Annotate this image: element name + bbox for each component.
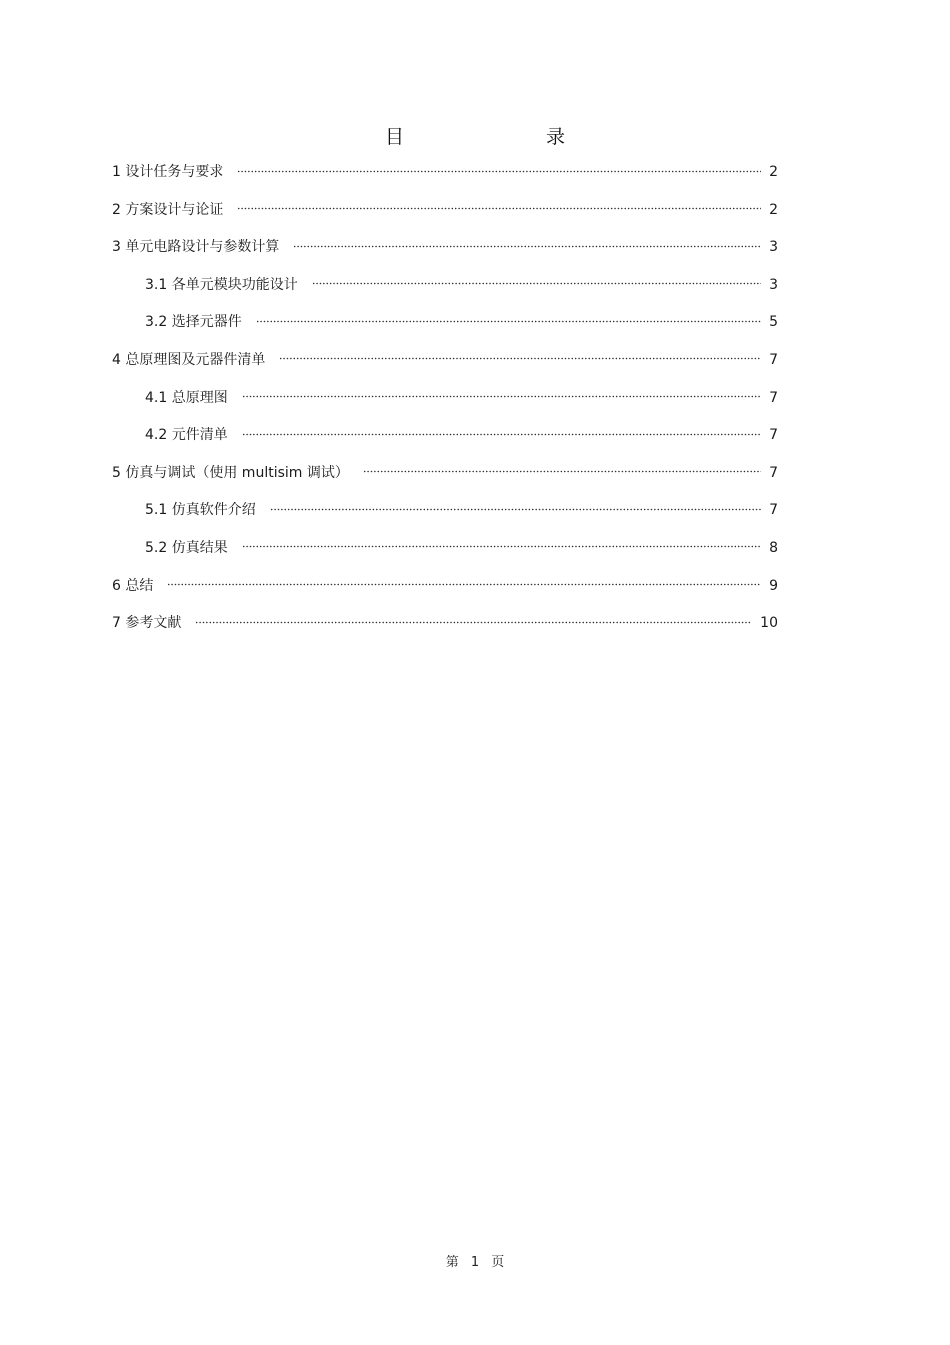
toc-dot-leader — [242, 427, 761, 441]
toc-entry-label: 3.1 各单元模块功能设计 — [145, 276, 298, 293]
toc-dot-leader — [312, 277, 761, 291]
toc-dot-leader — [242, 540, 761, 554]
toc-entry[interactable] — [112, 496, 778, 534]
toc-dot-leader — [279, 352, 761, 366]
toc-dot-leader — [256, 314, 761, 328]
toc-dot-leader — [167, 578, 761, 592]
toc-dot-leader — [363, 465, 761, 479]
toc-entry-label: 7 参考文献 — [112, 615, 182, 632]
toc-entry-page: 3 — [769, 239, 778, 256]
toc-entry[interactable] — [112, 196, 778, 234]
toc-entry-page: 5 — [769, 314, 778, 331]
page-number: 1 — [470, 1255, 480, 1270]
toc-entry[interactable] — [112, 271, 778, 309]
toc-entry[interactable] — [112, 534, 778, 572]
toc-entry-label: 4.1 总原理图 — [145, 389, 228, 406]
toc-entry-page: 10 — [760, 615, 778, 632]
toc-entry-page: 7 — [769, 464, 778, 481]
toc-entry[interactable] — [112, 609, 778, 647]
toc-entry[interactable] — [112, 308, 778, 346]
toc-entry-label: 3.2 选择元器件 — [145, 314, 242, 331]
toc-dot-leader — [195, 615, 752, 629]
toc-dot-leader — [293, 239, 761, 253]
toc-entry-page: 7 — [769, 351, 778, 368]
toc-entry-page: 7 — [769, 502, 778, 519]
toc-entry-label: 6 总结 — [112, 577, 154, 594]
toc-entry-page: 9 — [769, 577, 778, 594]
toc-entry-page: 8 — [769, 539, 778, 556]
toc-title: 目 录 — [384, 126, 634, 148]
toc-entry[interactable] — [112, 384, 778, 422]
toc-entry-label: 3 单元电路设计与参数计算 — [112, 239, 280, 256]
page-number-suffix: 页 — [491, 1255, 505, 1270]
toc-entry[interactable] — [112, 572, 778, 610]
toc-entry-page: 2 — [769, 201, 778, 218]
toc-entry-label: 2 方案设计与论证 — [112, 201, 224, 218]
toc-entry-label: 4 总原理图及元器件清单 — [112, 351, 266, 368]
toc-entry-label: 5.2 仿真结果 — [145, 539, 228, 556]
toc-entry-label: 1 设计任务与要求 — [112, 164, 224, 180]
toc-dot-leader — [242, 390, 761, 404]
toc-entry[interactable] — [112, 459, 778, 497]
toc-entry[interactable] — [112, 158, 778, 196]
toc-dot-leader — [270, 502, 761, 516]
toc-entry-page: 2 — [769, 164, 778, 180]
toc-dot-leader — [237, 202, 761, 216]
toc-entry-page: 3 — [769, 276, 778, 293]
toc-entry-label: 4.2 元件清单 — [145, 427, 228, 444]
toc-entry[interactable] — [112, 233, 778, 271]
toc-entry-page: 7 — [769, 427, 778, 444]
page-number-prefix: 第 — [445, 1255, 459, 1270]
page-footer — [0, 1251, 950, 1270]
toc-entry[interactable] — [112, 346, 778, 384]
toc-entry-label: 5 仿真与调试（使用 multisim 调试） — [112, 464, 349, 481]
toc-entry[interactable] — [112, 421, 778, 459]
toc-dot-leader — [237, 164, 761, 178]
toc-entry-page: 7 — [769, 389, 778, 406]
toc-entry-label: 5.1 仿真软件介绍 — [145, 502, 256, 519]
toc-list — [112, 158, 778, 647]
